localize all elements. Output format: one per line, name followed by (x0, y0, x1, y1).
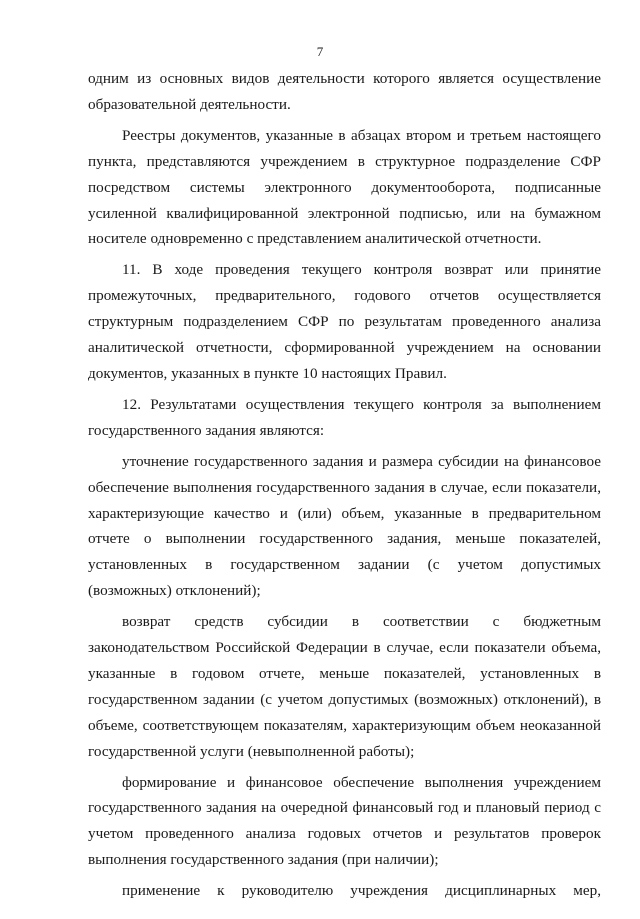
paragraph-4: 12. Результатами осуществления текущего контроля за выполнением государственного задания являются: (88, 395, 601, 439)
paragraph-3: 11. В ходе проведения текущего контроля возврат или принятие промежуточных, предварительного, годового отчетов осуществляется структурным подразделением СФР по результатам проведенного анализа аналитической отчетности, сформированной учреждением на основании документов, указанных в пункте 10 настоящих Правил. (88, 261, 601, 382)
paragraph-2: Реестры документов, указанные в абзацах втором и третьем настоящего пункта, представляются учреждением в структурное подразделение СФР посредством системы электронного документооборота, подписанные усиленной квалифицированной электронной подписью, или на бумажном носителе одновременно с представлением аналитической отчетности. (88, 126, 601, 248)
paragraph-8: применение к руководителю учреждения дисциплинарных мер, (122, 882, 601, 900)
document-body (88, 66, 601, 909)
paragraph-5: уточнение государственного задания и размера субсидии на финансовое обеспечение выполнения государственного задания в случае, если показатели, характеризующие качество и (или) объем, указанные в предварительном отчете о выполнении государственного задания, меньше показателей, установленных в государственном задании (с учетом допустимых (возможных) отклонений); (88, 452, 601, 600)
paragraph-1: одним из основных видов деятельности которого является осуществление образовательной деятельности. (88, 70, 601, 113)
paragraph-6: возврат средств субсидии в соответствии с бюджетным законодательством Российской Федерации в случае, если показатели объема, указанные в годовом отчете, меньше показателей, установленных в государственном задании (с учетом допустимых (возможных) отклонений), в объеме, соответствующем показателям, характеризующим объем неоказанной государственной услуги (невыполненной работы); (88, 613, 601, 760)
paragraph-7: формирование и финансовое обеспечение выполнения учреждением государственного задания на очередной финансовый год и плановый период с учетом проведенного анализа годовых отчетов и результатов проверок выполнения государственного задания (при наличии); (88, 773, 601, 869)
page-number: 7 (316, 44, 324, 59)
